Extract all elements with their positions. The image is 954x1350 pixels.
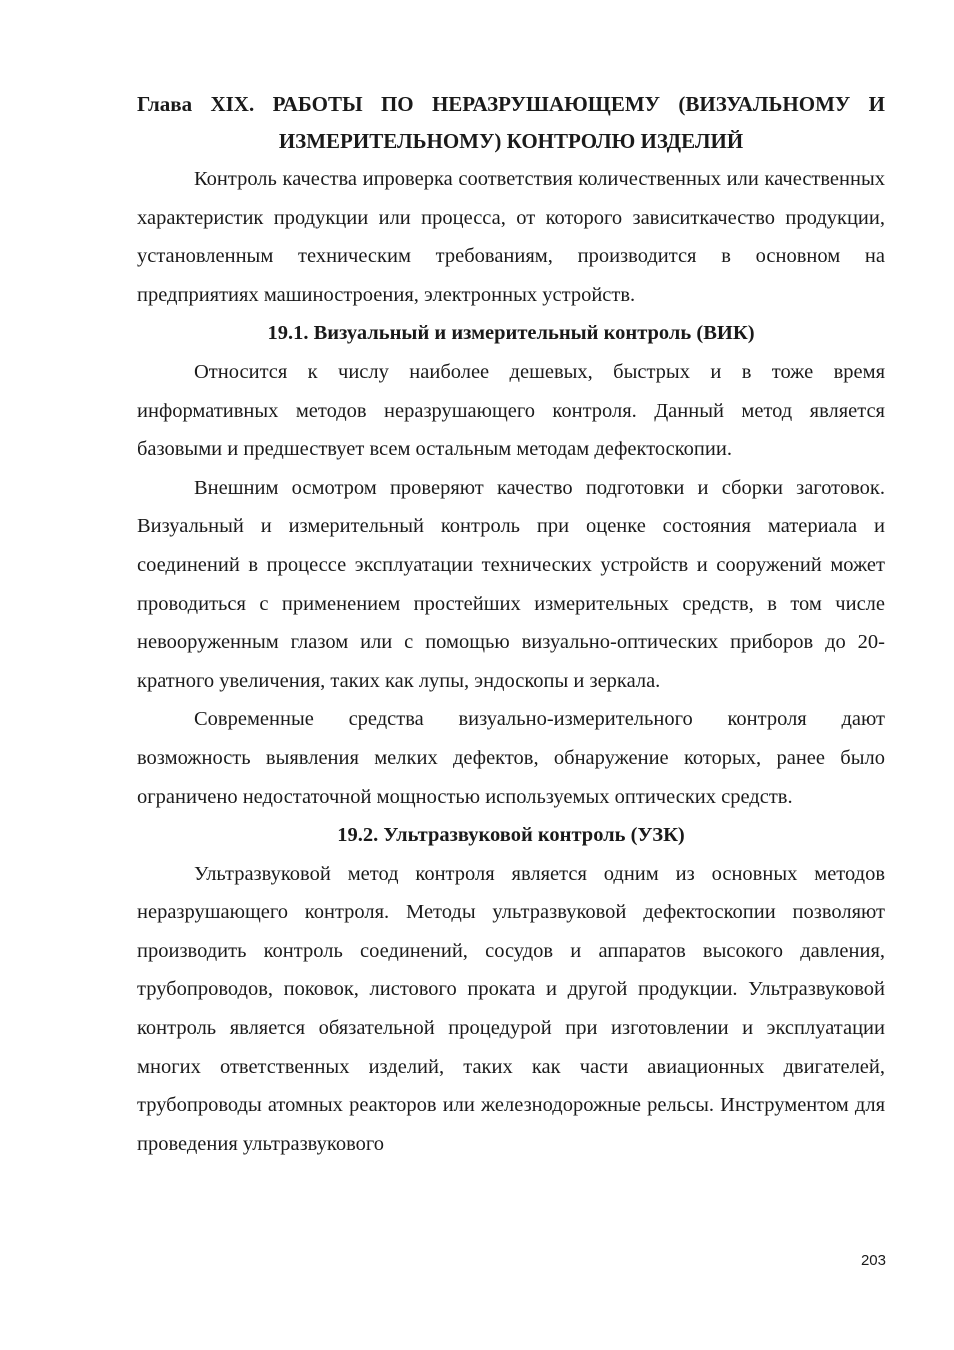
section-19-1-paragraph: Относится к числу наиболее дешевых, быстрых и в тоже время информативных методов неразрушающего контроля. Данный метод является базовыми и предшествует всем остальным методам дефектоскопии. — [137, 360, 885, 461]
section-19-2-title: 19.2. Ультразвуковой контроль (УЗК) — [337, 824, 685, 847]
chapter-title — [137, 86, 885, 160]
section-19-1-paragraph: Внешним осмотром проверяют качество подготовки и сборки заготовок. Визуальный и измерительный контроль при оценке состояния материала и соединений в процессе эксплуатации технических устройств и сооружений может проводиться с применением простейших измерительных средств, в том числе невооруженным глазом или с помощью визуально-оптических приборов до 20-кратного увеличения, таких как лупы, эндоскопы и зеркала. — [137, 476, 885, 692]
document-page — [137, 86, 885, 1163]
section-19-1-title: 19.1. Визуальный и измерительный контроль (ВИК) — [267, 322, 755, 345]
page-number: 203 — [860, 1252, 886, 1269]
chapter-title-line-1: Глава XIX. РАБОТЫ ПО НЕРАЗРУШАЮЩЕМУ (ВИЗУАЛЬНОМУ И — [137, 92, 885, 116]
section-19-1-paragraph: Современные средства визуально-измерительного контроля дают возможность выявления мелких дефектов, обнаружение которых, ранее было ограничено недостаточной мощностью используемых оптических средств. — [137, 708, 885, 808]
chapter-intro-paragraph: Контроль качества ипроверка соответствия количественных или качественных характеристик продукции или процесса, от которого зависиткачество продукции, установленным техническим требованиям, производится в основном на предприятиях машиностроения, электронных устройств. — [137, 168, 885, 306]
chapter-title-line-2: ИЗМЕРИТЕЛЬНОМУ) КОНТРОЛЮ ИЗДЕЛИЙ — [278, 129, 744, 153]
section-19-2-paragraph: Ультразвуковой метод контроля является одним из основных методов неразрушающего контроля. Методы ультразвуковой дефектоскопии позволяют производить контроль соединений, сосудов и аппаратов высокого давления, трубопроводов, поковок, листового проката и другой продукции. Ультразвуковой контроль является обязательной процедурой при изготовлении и эксплуатации многих ответственных изделий, таких как части авиационных двигателей, трубопроводы атомных реакторов или железнодорожные рельсы. Инструментом для проведения ультразвукового — [137, 862, 885, 1155]
